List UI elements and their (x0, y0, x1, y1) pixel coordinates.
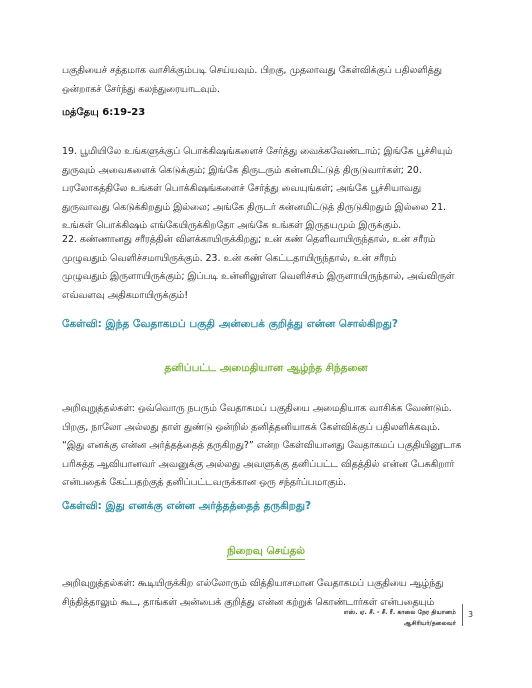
section-heading-closing (0, 545, 532, 560)
question-meaning: கேள்வி: இது எனக்கு என்ன அர்த்தத்தைத் தருகிறது? (62, 500, 312, 512)
text-line: முழுவதும் வெளிச்சமாயிருக்கும். 23. உன் கண் கெட்டதாயிருந்தால், உன் சரீரம் (62, 252, 397, 264)
footer-divider (462, 604, 463, 626)
text-line: எவ்வளவு அதிகமாயிருக்கும்! (62, 289, 189, 301)
footer-title: எஸ். ஏ. சீ. - சீ. ரீ. காலை நேர தியானம் (343, 609, 456, 616)
text-line: அறிவுறுத்தல்கள்: ஒவ்வொரு நபரும் வேதாகமப் பகுதியை அமைதியாக வாசிக்க வேண்டும். (62, 403, 452, 414)
text-line: பரலோகத்திலே உங்கள் பொக்கிஷங்களைச் சேர்த்து வையுங்கள்; அங்கே பூச்சியாவது (62, 183, 421, 194)
text-line: பகுதியைச் சத்தமாக வாசிக்கும்படி செய்யவும். பிறகு, முதலாவது கேள்விக்குப் பதிலளித்து (62, 65, 442, 76)
text-line: முழுவதும் இருளாயிருக்கும்; இப்படி உன்னிலுள்ள வெளிச்சம் இருளாயிருந்தால், அவ்விருள் (62, 271, 455, 282)
text-line: துருவும் அவைகளைக் கெடுக்கும்; இங்கே திருடரும் கன்னமிட்டுத் திருடுவார்கள்; 20. (62, 164, 422, 176)
text-line: அறிவுறுத்தல்கள்: கூடியிருக்கிற எல்லோரும் வித்தியாசமான வேதாகமப் பகுதியை ஆழ்ந்து (62, 578, 444, 589)
intro-paragraph (62, 62, 472, 99)
page-footer (344, 607, 456, 629)
text-line: “இது எனக்கு என்ன அர்த்தத்தைத் தருகிறது?” என்ற கேள்வியானது வேதாகமப் பகுதியினூடாக (62, 440, 462, 451)
scripture-paragraph-2 (62, 231, 472, 305)
text-line: என்பதைக் கேட்பதற்குத் தனிப்பட்டவருக்கான ஒரு சந்தர்ப்பமாகும். (62, 477, 347, 488)
heading-text: தனிப்பட்ட அமைதியான ஆழ்ந்த சிந்தனை (164, 362, 368, 374)
question-love: கேள்வி: இந்த வேதாகமப் பகுதி அன்பைக் குறித்து என்ன சொல்கிறது? (62, 318, 398, 330)
heading-text: நிறைவு செய்தல் (227, 545, 305, 560)
text-line: உங்கள் பொக்கிஷம் எங்கேயிருக்கிறதோ அங்கே உங்கள் இருதயமும் இருக்கும். (62, 220, 402, 231)
text-line: சிந்தித்தாலும் கூட, தாங்கள் அன்பைக் குறித்து என்ன கற்றுக் கொண்டார்கள் என்பதையும் (62, 596, 435, 608)
scripture-paragraph-1 (62, 143, 472, 236)
text-line: பிறகு, நாலோ அல்லது தாள் துண்டு ஒன்றில் தனித்தனியாகக் கேள்விக்குப் பதிலளிக்கவும். (62, 421, 441, 433)
text-line: 22. கண்ணானது சரீரத்தின் விளக்காயிருக்கிறது; உன் கண் தெளிவாயிருந்தால், உன் சரீரம் (62, 234, 436, 245)
section-heading-reflection (0, 362, 532, 375)
page-number: 3 (468, 610, 474, 619)
text-line: பரிசுத்த ஆவியானவர் அவனுக்கு அல்லது அவளுக்கு தனிப்பட்ட விதத்தில் என்ன பேசுகிறார் (62, 458, 455, 470)
footer-subtitle: ஆசிரியர்/தலைவர் (403, 620, 456, 627)
text-line: 19. பூமியிலே உங்களுக்குப் பொக்கிஷங்களைச் சேர்த்து வைக்கவேண்டாம்; இங்கே பூச்சியும் (62, 146, 453, 157)
scripture-reference: மத்தேயு 6:19-23 (62, 107, 146, 118)
instructions-paragraph (62, 400, 472, 493)
text-line: துருவாவது கெடுக்கிறதும் இல்லை; அங்கே திருடர் கன்னமிட்டுத் திருடுகிறதும் இல்லை 21. (62, 201, 447, 213)
text-line: ஒன்றாகச் சேர்ந்து கலந்துரையாடவும். (62, 83, 220, 95)
